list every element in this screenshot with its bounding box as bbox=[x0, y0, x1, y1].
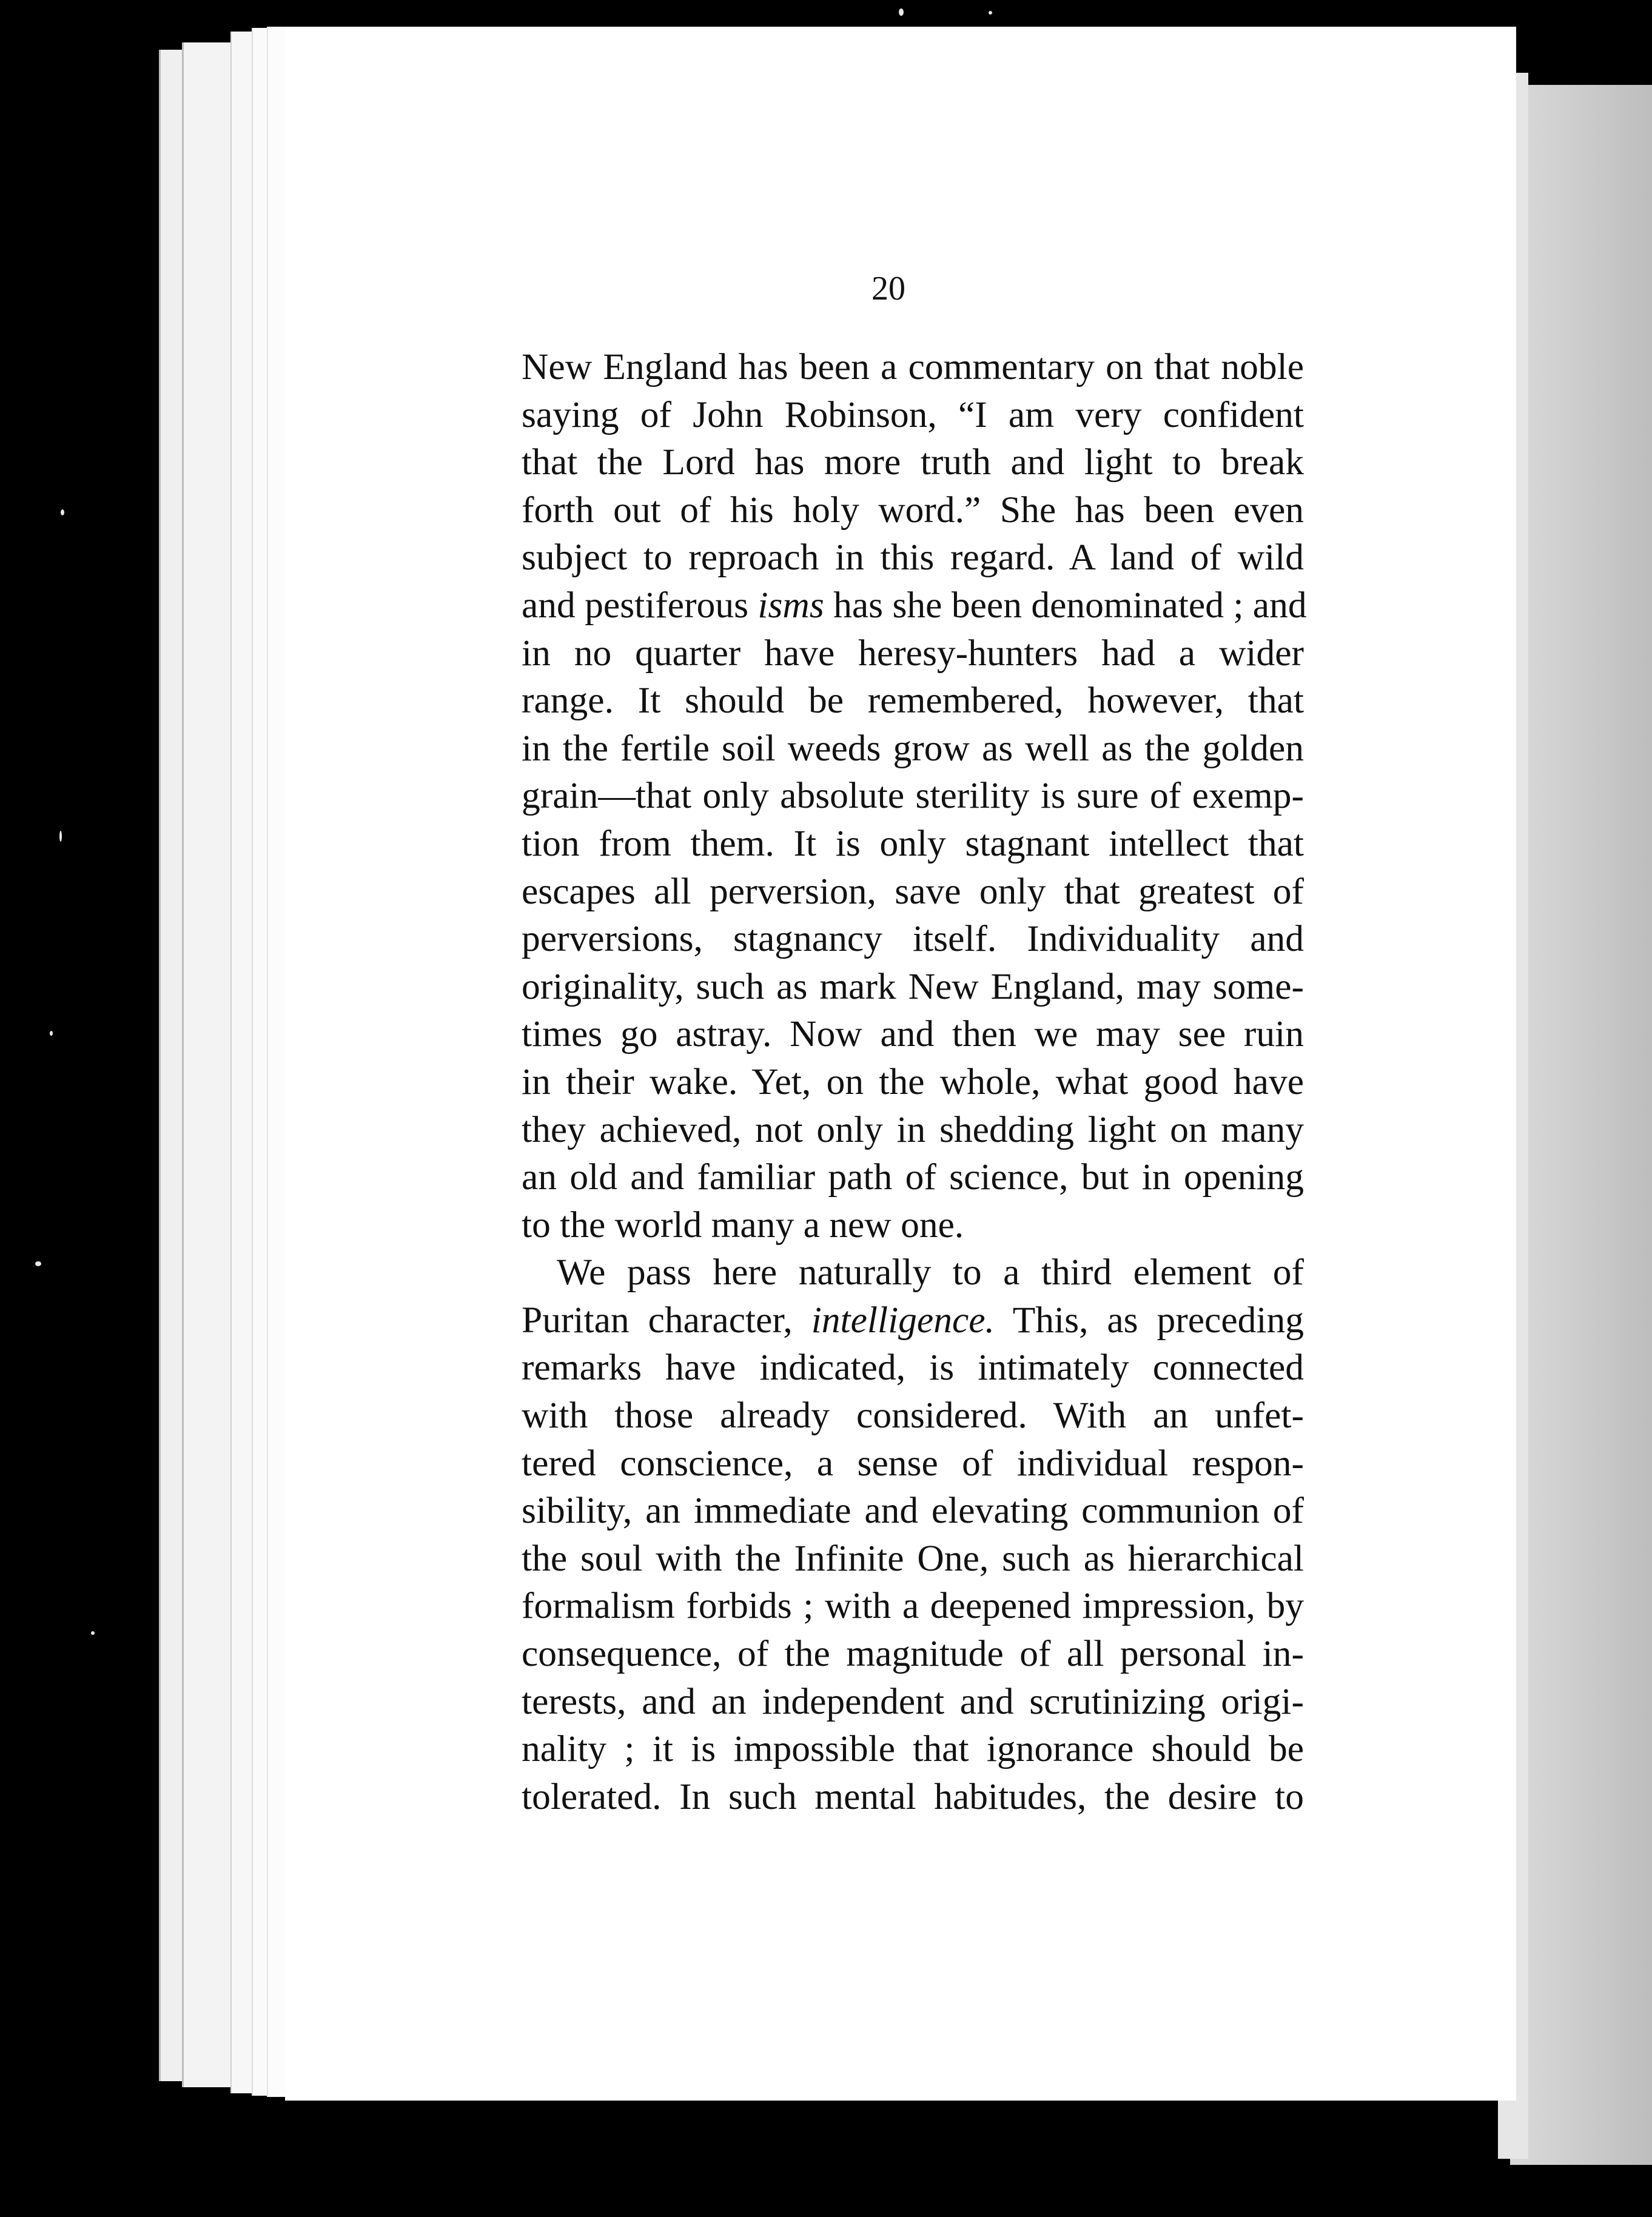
text-run: perversions, stagnancy itself. Individuality and bbox=[522, 918, 1304, 960]
text-run: saying of John Robinson, “I am very confident bbox=[522, 394, 1304, 435]
text-line bbox=[522, 820, 1304, 868]
text-run: remarks have indicated, is intimately connected bbox=[522, 1347, 1304, 1389]
text-line bbox=[522, 1249, 1304, 1296]
text-line bbox=[522, 915, 1304, 963]
text-run: subject to reproach in this regard. A land of wild bbox=[522, 537, 1304, 579]
text-run: Puritan character, bbox=[522, 1299, 811, 1341]
scan-speck bbox=[91, 1631, 95, 1635]
text-line bbox=[522, 629, 1304, 677]
text-run: We pass here naturally to a third element of bbox=[557, 1252, 1304, 1293]
text-run: they achieved, not only in shedding light on many bbox=[522, 1108, 1304, 1150]
scan-speck bbox=[899, 8, 904, 16]
text-run: escapes all perversion, save only that greatest of bbox=[522, 870, 1304, 912]
text-run: tered conscience, a sense of individual respon- bbox=[522, 1442, 1304, 1484]
text-run: that the Lord has more truth and light to break bbox=[522, 441, 1304, 483]
scan-speck bbox=[35, 1261, 41, 1266]
text-line bbox=[522, 772, 1304, 820]
text-run: grain—that only absolute sterility is sure of exemp- bbox=[522, 775, 1304, 817]
text-line bbox=[522, 582, 1307, 629]
text-line bbox=[522, 1392, 1304, 1440]
text-run: sibility, an immediate and elevating communion of bbox=[522, 1490, 1304, 1532]
text-line bbox=[522, 486, 1304, 534]
italic-text: isms bbox=[757, 584, 824, 626]
text-line bbox=[522, 1010, 1304, 1058]
text-line bbox=[522, 677, 1304, 725]
text-line bbox=[522, 1535, 1304, 1583]
text-run: in the fertile soil weeds grow as well as the golden bbox=[522, 727, 1304, 769]
text-line bbox=[522, 1630, 1304, 1678]
text-line bbox=[522, 1773, 1304, 1821]
text-line bbox=[522, 868, 1304, 916]
text-run: formalism forbids ; with a deepened impression, by bbox=[522, 1585, 1304, 1627]
text-line bbox=[522, 534, 1304, 582]
scan-speck bbox=[50, 1031, 53, 1036]
book-page bbox=[285, 27, 1516, 2101]
text-line bbox=[522, 963, 1304, 1011]
text-line bbox=[522, 1296, 1304, 1344]
text-run: tolerated. In such mental habitudes, the desire to bbox=[522, 1776, 1304, 1817]
text-run: tion from them. It is only stagnant intellect that bbox=[522, 822, 1304, 864]
text-line bbox=[522, 1201, 1304, 1249]
text-line bbox=[522, 1678, 1304, 1726]
text-run: and pestiferous bbox=[522, 584, 758, 626]
text-line bbox=[522, 1106, 1304, 1154]
scan-speck bbox=[59, 831, 62, 842]
text-run: nality ; it is impossible that ignorance should be bbox=[522, 1728, 1304, 1770]
text-run: originality, such as mark New England, may some- bbox=[522, 965, 1304, 1007]
text-run: has she been denominated ; and bbox=[824, 584, 1307, 626]
text-run: an old and familiar path of science, but in opening bbox=[522, 1156, 1304, 1198]
adjacent-page-shadow bbox=[1510, 85, 1652, 2165]
text-run: This, as preceding bbox=[994, 1299, 1304, 1341]
text-line bbox=[522, 1582, 1304, 1630]
italic-text: intelligence. bbox=[811, 1299, 995, 1341]
text-line bbox=[522, 1058, 1304, 1106]
text-line bbox=[522, 1487, 1304, 1535]
text-line bbox=[522, 391, 1304, 439]
text-run: in no quarter have heresy-hunters had a wider bbox=[522, 632, 1304, 674]
text-line bbox=[522, 1153, 1304, 1201]
text-run: with those already considered. With an unfet- bbox=[522, 1395, 1304, 1437]
scan-speck bbox=[989, 11, 992, 15]
text-run: forth out of his holy word.” She has been even bbox=[522, 489, 1304, 531]
page-number: 20 bbox=[871, 270, 905, 307]
scan-speck bbox=[61, 509, 64, 515]
text-line bbox=[522, 343, 1304, 391]
text-run: range. It should be remembered, however, that bbox=[522, 680, 1304, 722]
text-line bbox=[522, 1725, 1304, 1773]
text-run: New England has been a commentary on that noble bbox=[522, 346, 1304, 387]
text-line bbox=[522, 1344, 1304, 1392]
text-line bbox=[522, 438, 1304, 486]
body-text bbox=[522, 343, 1307, 1820]
text-run: to the world many a new one. bbox=[522, 1204, 964, 1246]
text-line bbox=[522, 725, 1304, 773]
text-line bbox=[522, 1440, 1304, 1488]
text-run: terests, and an independent and scrutinizing origi- bbox=[522, 1680, 1304, 1722]
text-run: consequence, of the magnitude of all personal in- bbox=[522, 1633, 1304, 1675]
text-run: the soul with the Infinite One, such as hierarchical bbox=[522, 1537, 1304, 1579]
text-run: in their wake. Yet, on the whole, what good have bbox=[522, 1061, 1304, 1102]
text-run: times go astray. Now and then we may see ruin bbox=[522, 1013, 1304, 1055]
